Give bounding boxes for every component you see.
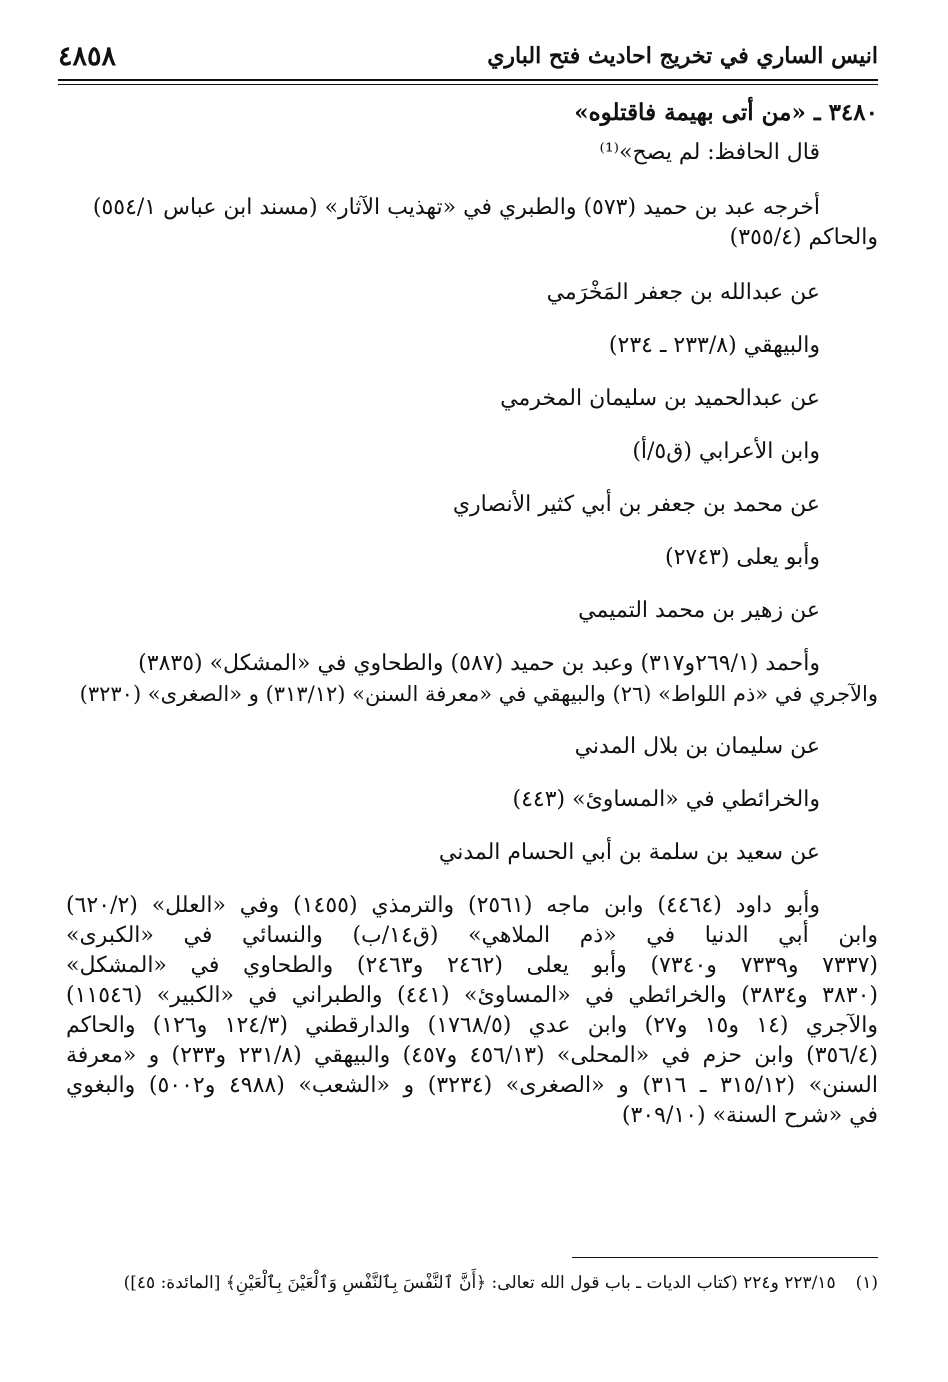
footnote [66,1268,878,1298]
header-rule [58,79,878,81]
running-title: انيس الساري في تخريج احاديث فتح الباري [487,43,878,69]
paragraph-line: وابن أبي الدنيا في «ذم الملاهي» (ق١٤/ب) والنسائي في «الكبرى» [66,923,878,948]
source-reference: وابن الأعرابي (ق٥/أ) [632,439,820,464]
narrator-chain: عن زهير بن محمد التميمي [578,598,820,623]
footnote-number: (١) [855,1273,878,1293]
paragraph-line: (٣٨٣٠ و٣٨٣٤) والخرائطي في «المساوئ» (٤٤١) والطبراني في «الكبير» (١١٥٤٦) [66,983,878,1008]
hadith-title: ٣٤٨٠ ـ «من أتى بهيمة فاقتلوه» [574,99,878,126]
narrator-chain: عن سعيد بن سلمة بن أبي الحسام المدني [438,840,820,865]
source-reference: والخرائطي في «المساوئ» (٤٤٣) [512,787,820,812]
footnote-separator [572,1257,878,1258]
main-text [66,92,878,1131]
narrator-chain: عن سليمان بن بلال المدني [574,734,820,759]
paragraph-line: والآجري في «ذم اللواط» (٢٦) والبيهقي في «معرفة السنن» (٣١٣/١٢) و «الصغرى» (٣٢٣٠) [79,682,878,706]
paragraph-line: وأبو داود (٤٤٦٤) وابن ماجه (٢٥٦١) والترمذي (١٤٥٥) وفي «العلل» (٦٢٠/٢) [66,893,821,918]
narrator-chain: عن عبدالحميد بن سليمان المخرمي [500,386,820,411]
header-rule-thin [58,84,878,85]
page-header [58,34,878,78]
source-reference: وأبو يعلى (٢٧٤٣) [664,545,820,570]
paragraph-line: أخرجه عبد بن حميد (٥٧٣) والطبري في «تهذيب الآثار» (مسند ابن عباس ٥٥٤/١) [92,195,820,220]
hafiz-statement: قال الحافظ: لم يصح»⁽¹⁾ [599,140,820,165]
paragraph-line: وأحمد (٢٦٩/١و٣١٧) وعبد بن حميد (٥٨٧) والطحاوي في «المشكل» (٣٨٣٥) [138,651,820,676]
paragraph-line: (٧٣٣٧ و٧٣٣٩ و٧٣٤٠) وأبو يعلى (٢٤٦٢ و٢٤٦٣) والطحاوي في «المشكل» [66,953,878,978]
page-number: ٤٨٥٨ [58,40,117,72]
paragraph-line: والآجري (١٤ و١٥ و٢٧) وابن عدي (١٧٦٨/٥) والدارقطني (١٢٤/٣ و١٢٦) والحاكم [66,1013,878,1038]
paragraph-line: السنن» (٣١٥/١٢ ـ ٣١٦) و «الصغرى» (٣٢٣٤) و «الشعب» (٤٩٨٨ و٥٠٠٢) والبغوي [66,1073,878,1098]
paragraph-line: (٣٥٦/٤) وابن حزم في «المحلى» (٤٥٦/١٣ و٤٥٧) والبيهقي (٢٣١/٨ و٢٣٣) و «معرفة [66,1043,878,1068]
paragraph-line: في «شرح السنة» (٣٠٩/١٠) [621,1103,878,1128]
footnote-text: ٢٢٣/١٥ و٢٢٤ (كتاب الديات ـ باب قول الله تعالى: ﴿أَنَّ ٱلنَّفْسَ بِٱلنَّفْسِ وَٱلْعَيْنَ بِٱلْعَيْنِ﴾ [المائدة: ٤٥]) [123,1273,836,1293]
narrator-chain: عن محمد بن جعفر بن أبي كثير الأنصاري [452,492,820,517]
source-reference: والبيهقي (٢٣٣/٨ ـ ٢٣٤) [608,333,820,358]
paragraph-line: والحاكم (٣٥٥/٤) [729,225,878,250]
narrator-chain: عن عبدالله بن جعفر المَخْرَمي [546,280,820,305]
